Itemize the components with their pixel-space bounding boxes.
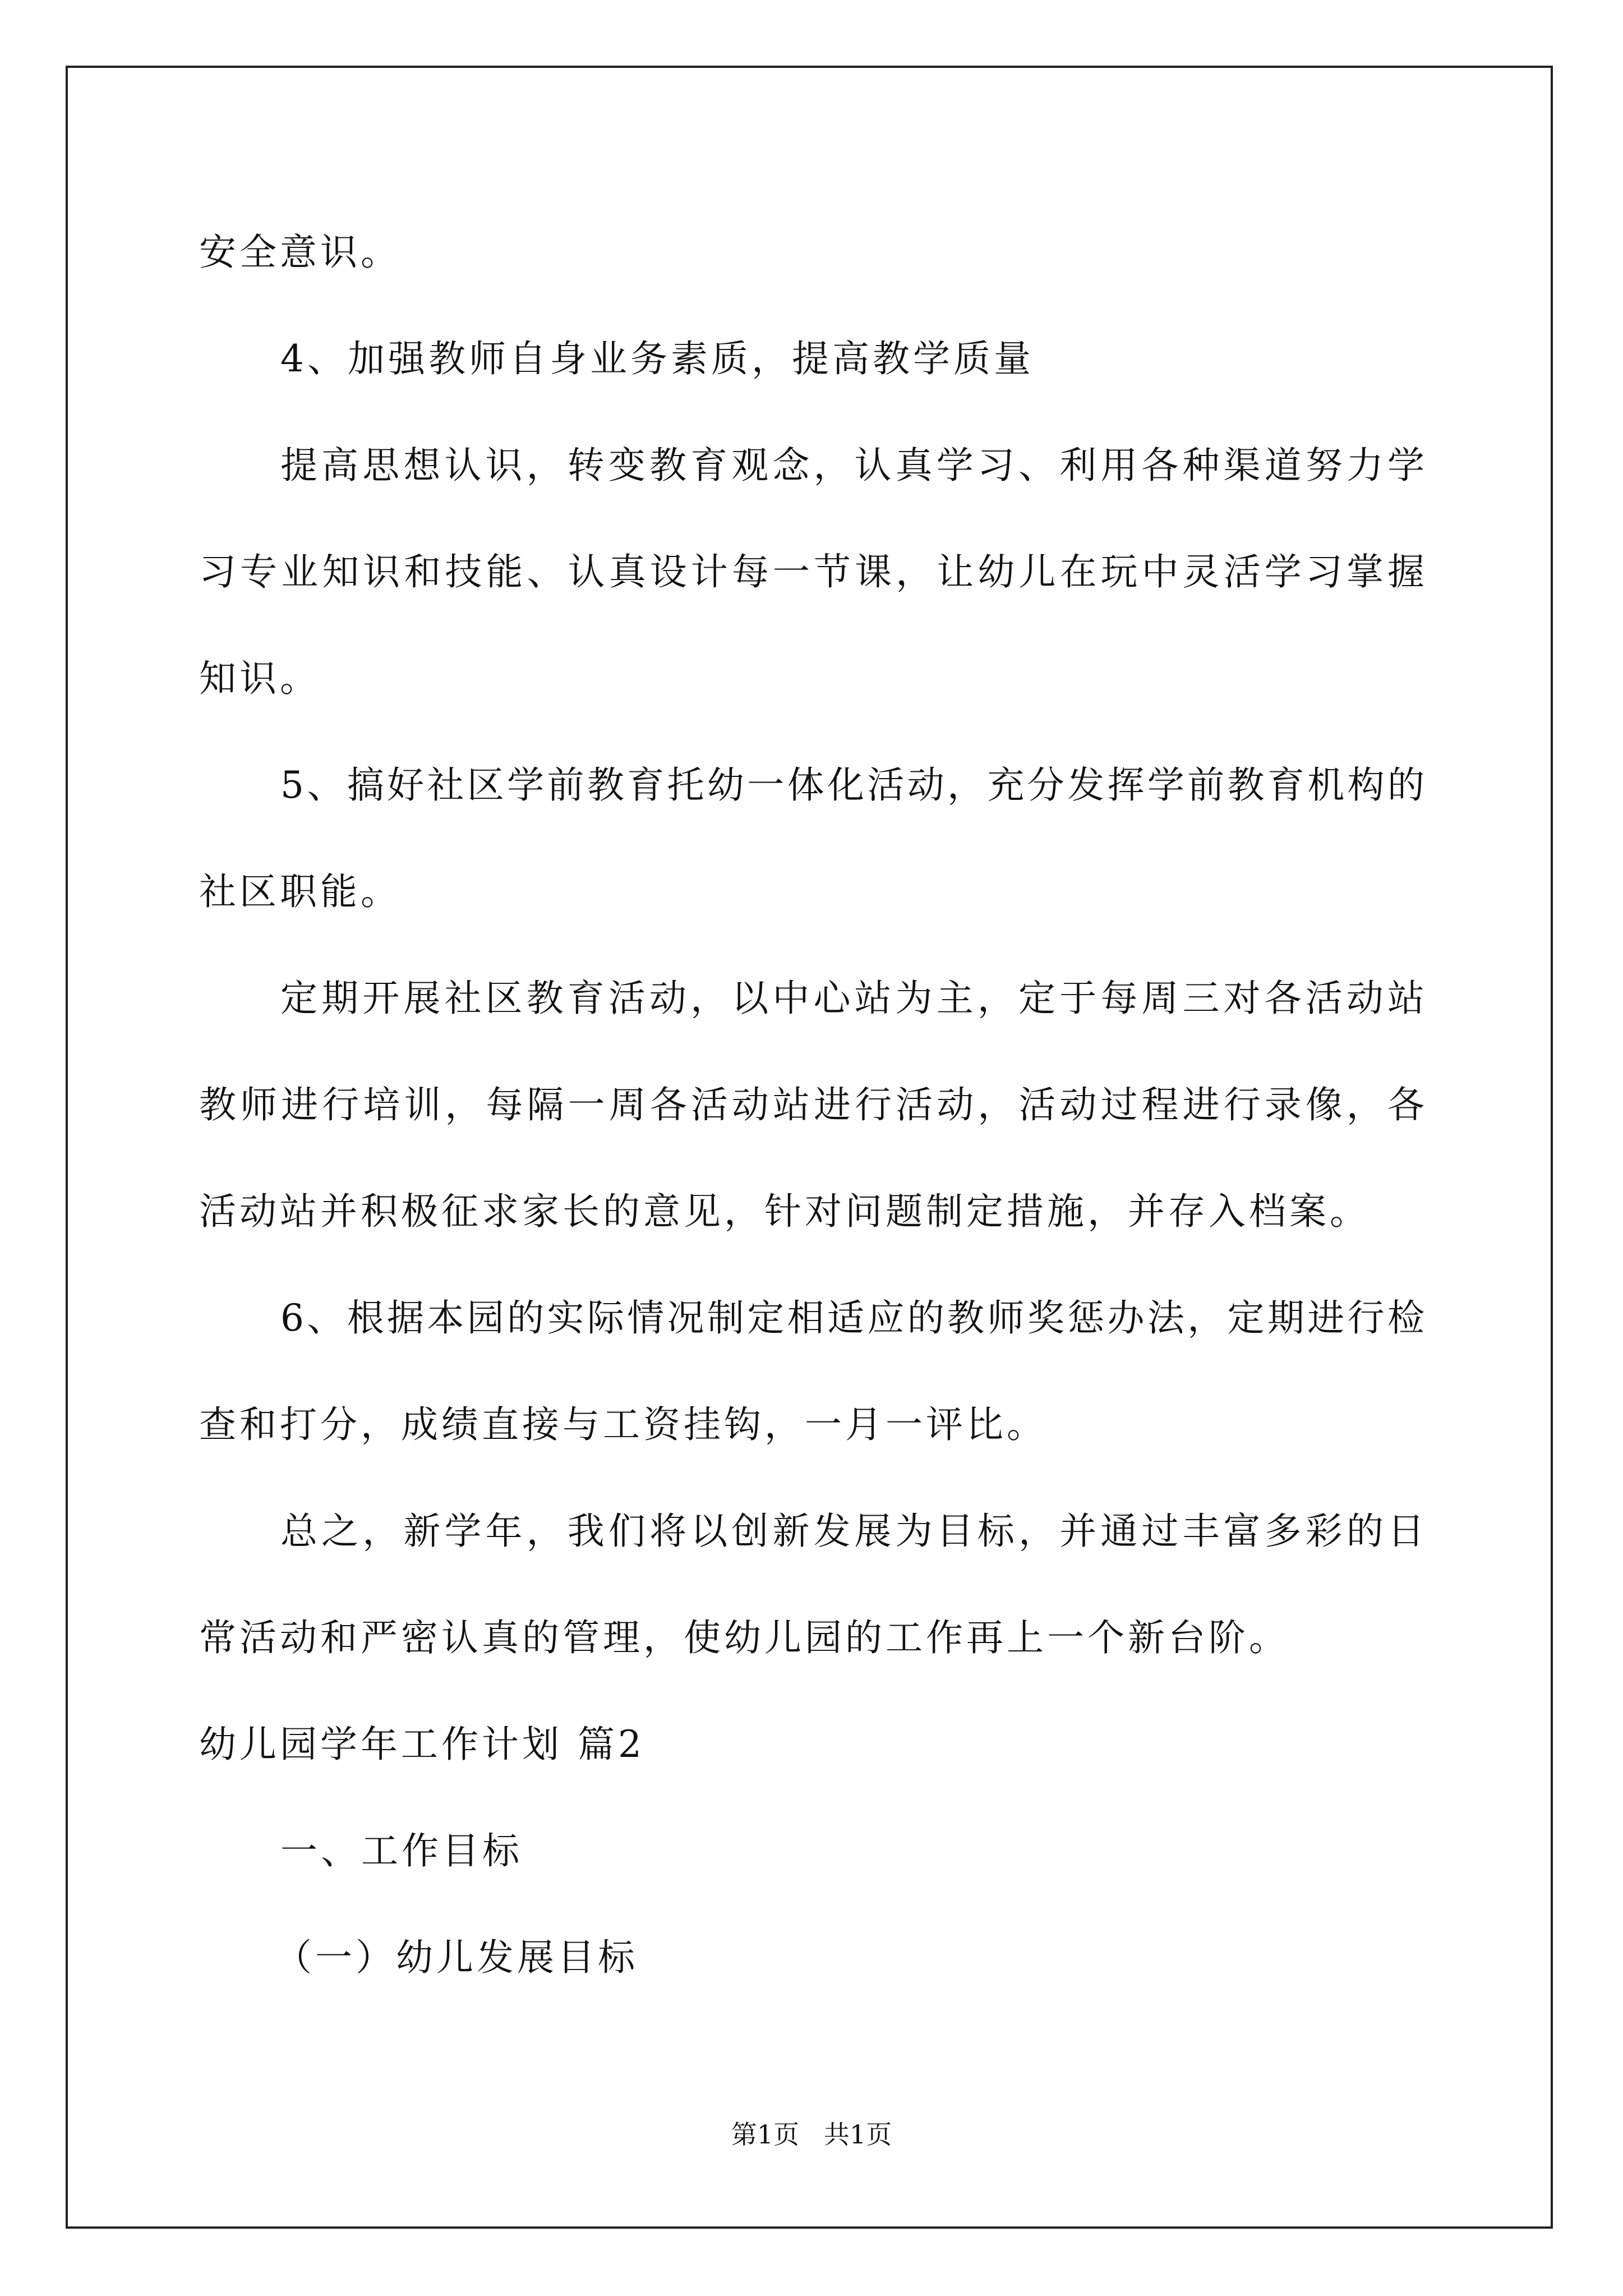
text-line: 社区职能。 (199, 870, 401, 913)
text-line: 定期开展社区教育活动，以中心站为主，定于每周三对各活动站 (280, 977, 1424, 1020)
text-line: 总之，新学年，我们将以创新发展为目标，并通过丰富多彩的日 (280, 1510, 1424, 1553)
text-line: 活动站并积极征求家长的意见，针对问题制定措施，并存入档案。 (199, 1190, 1370, 1233)
section-heading-6: 6、根据本园的实际情况制定相适应的教师奖惩办法，定期进行检 (280, 1296, 1424, 1340)
text-line: 提高思想认识，转变教育观念，认真学习、利用各种渠道努力学 (280, 444, 1424, 487)
text-line: 教师进行培训，每隔一周各活动站进行活动，活动过程进行录像，各 (199, 1083, 1424, 1126)
text-line: 习专业知识和技能、认真设计每一节课，让幼儿在玩中灵活学习掌握 (199, 550, 1424, 593)
article-title: 幼儿园学年工作计划 篇2 (199, 1723, 645, 1766)
section-heading-4: 4、加强教师自身业务素质，提高教学质量 (280, 337, 1034, 380)
text-line: 知识。 (199, 657, 320, 700)
heading-work-goals: 一、工作目标 (280, 1829, 523, 1872)
page-number: 第1页 共1页 (731, 2119, 892, 2150)
heading-child-development: （一）幼儿发展目标 (275, 1936, 638, 1979)
text-line: 安全意识。 (199, 231, 401, 274)
text-line: 常活动和严密认真的管理，使幼儿园的工作再上一个新台阶。 (199, 1616, 1289, 1659)
text-line: 查和打分，成绩直接与工资挂钩，一月一评比。 (199, 1403, 1047, 1446)
section-heading-5: 5、搞好社区学前教育托幼一体化活动，充分发挥学前教育机构的 (280, 763, 1424, 807)
page-border (66, 66, 1553, 2229)
